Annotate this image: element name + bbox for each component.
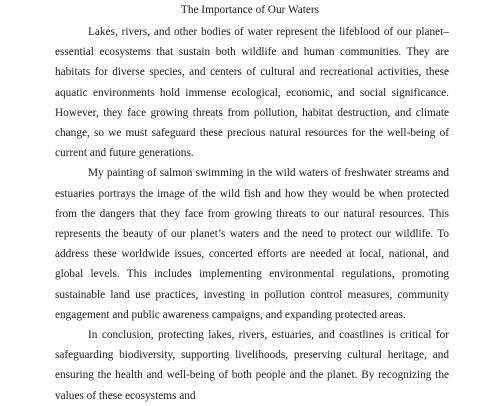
paragraph-introduction: Lakes, rivers, and other bodies of water represent the lifeblood of our planet–essential ecosystems that sustain both wildlife and human communities. They are habitats for diverse species, and centers of cultural and recreational activities, these aquatic environments hold immense ecological, economic, and social significance. However, they face growing threats from pollution, habitat destruction, and climate change, so we must safeguard these precious natural resources for the well-being of current and future generations. — [55, 26, 449, 160]
paragraph-painting: My painting of salmon swimming in the wild waters of freshwater streams and estuaries portrays the image of the wild fish and how they would be when protected from the dangers that they face from growing threats to our natural resources. This represents the beauty of our planet’s waters and the need to protect our wildlife. To address these worldwide issues, concerted efforts are needed at local, national, and global levels. This includes implementing environmental regulations, promoting sustainable land use practices, investing in pollution control measures, community engagement and public awareness campaigns, and expanding protected areas. — [55, 167, 449, 321]
document-body — [55, 22, 449, 406]
paragraph-conclusion: In conclusion, protecting lakes, rivers, estuaries, and coastlines is critical for safeguarding biodiversity, supporting livelihoods, preserving cultural heritage, and ensuring the health and well-being of both people and the planet. By recognizing the values of these ecosystems and — [55, 329, 449, 402]
document-title: The Importance of Our Waters — [180, 4, 320, 16]
